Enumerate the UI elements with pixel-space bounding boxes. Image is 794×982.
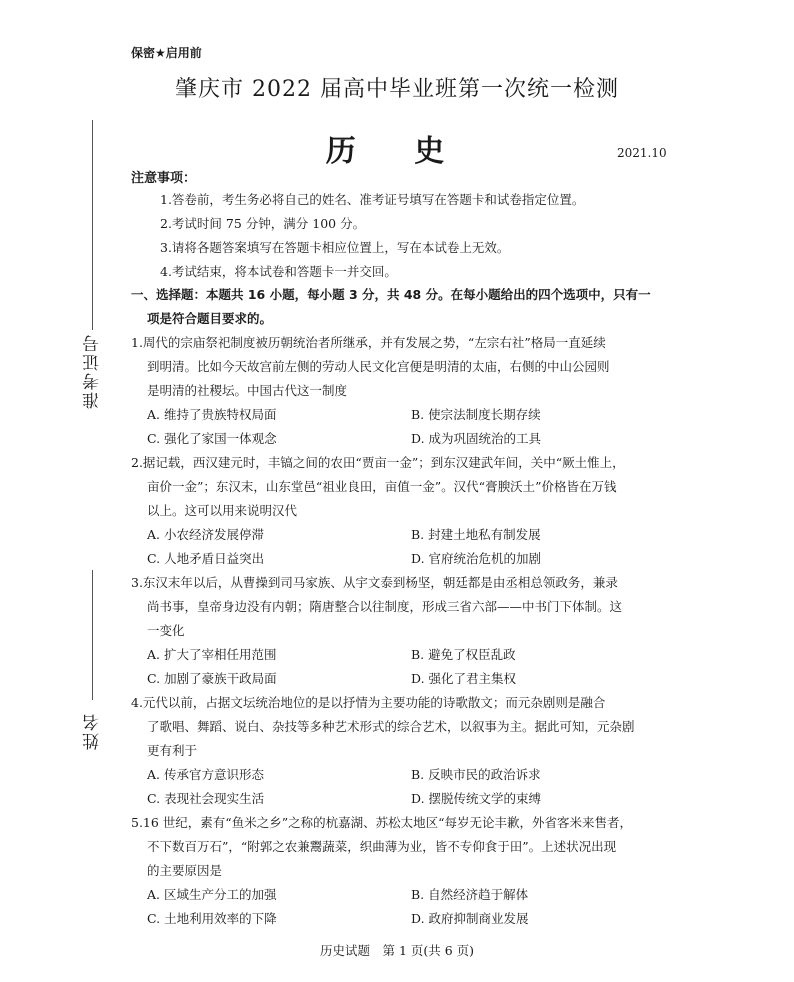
question-1-option-c: C. 强化了家国一体观念 — [147, 431, 277, 446]
question-2-line: 2.据记载，西汉建元时，丰镐之间的农田“贾亩一金”；到东汉建武年间，关中“厥土惟上， — [131, 455, 625, 470]
question-2-line: 亩价一金”；东汉末，山东堂邑“祖业良田，亩值一金”。汉代“膏腴沃土”价格皆在万钱 — [147, 479, 617, 494]
section-heading: 一、选择题：本题共 16 小题，每小题 3 分，共 48 分。在每小题给出的四个选项中，只有一 — [131, 287, 651, 302]
question-2-option-a: A. 小农经济发展停滞 — [147, 527, 264, 542]
confidential-mark: 保密★启用前 — [131, 46, 202, 60]
question-2-option-c: C. 人地矛盾日益突出 — [147, 551, 265, 566]
question-3-option-a: A. 扩大了宰相任用范围 — [147, 647, 277, 662]
page-footer: 历史试题 第 1 页(共 6 页) — [319, 943, 475, 958]
question-1-option-b: B. 使宗法制度长期存续 — [411, 407, 541, 422]
section-heading-cont: 项是符合题目要求的。 — [147, 311, 273, 326]
note-item: 4.考试结束，将本试卷和答题卡一并交回。 — [160, 264, 397, 279]
question-1-line: 1.周代的宗庙祭祀制度被历朝统治者所继承，并有发展之势，“左宗右社”格局一直延续 — [131, 335, 606, 350]
notes-heading: 注意事项： — [131, 171, 197, 186]
question-3-line: 一变化 — [147, 623, 185, 638]
question-4-option-d: D. 摆脱传统文学的束缚 — [411, 791, 542, 806]
question-4-option-a: A. 传承官方意识形态 — [147, 767, 264, 782]
question-3-option-b: B. 避免了权臣乱政 — [411, 647, 516, 662]
question-5-option-d: D. 政府抑制商业发展 — [411, 911, 529, 926]
question-1-option-a: A. 维持了贵族特权局面 — [147, 407, 277, 422]
question-5-option-a: A. 区域生产分工的加强 — [147, 887, 277, 902]
note-item: 2.考试时间 75 分钟，满分 100 分。 — [160, 216, 366, 231]
question-2-line: 以上。这可以用来说明汉代 — [147, 503, 298, 518]
question-4-line: 更有利于 — [147, 743, 198, 758]
question-3-option-c: C. 加剧了豪族干政局面 — [147, 671, 277, 686]
question-3-line: 尚书事，皇帝身边没有内朝；隋唐整合以往制度，形成三省六部——中书门下体制。这 — [147, 599, 623, 614]
note-item: 1.答卷前，考生务必将自己的姓名、准考证号填写在答题卡和试卷指定位置。 — [160, 192, 585, 207]
exam-id-label: 准考证号 — [83, 333, 103, 409]
note-item: 3.请将各题答案填写在答题卡相应位置上，写在本试卷上无效。 — [160, 240, 510, 255]
question-2-option-b: B. 封建土地私有制发展 — [411, 527, 541, 542]
question-4-line: 了歌唱、舞蹈、说白、杂技等多种艺术形式的综合艺术，以叙事为主。据此可知，元杂剧 — [147, 719, 635, 734]
question-1-line: 到明清。比如今天故宫前左侧的劳动人民文化宫便是明清的太庙，右侧的中山公园则 — [147, 359, 610, 374]
question-4-option-b: B. 反映市民的政治诉求 — [411, 767, 541, 782]
question-2-option-d: D. 官府统治危机的加剧 — [411, 551, 542, 566]
question-5-option-c: C. 土地利用效率的下降 — [147, 911, 277, 926]
question-3-option-d: D. 强化了君主集权 — [411, 671, 517, 686]
subject-title: 历 史 — [325, 134, 469, 169]
question-1-line: 是明清的社稷坛。中国古代这一制度 — [147, 383, 348, 398]
question-5-line: 5.16 世纪，素有“鱼米之乡”之称的杭嘉湖、苏松太地区“每岁无论丰歉，外省客米来售者， — [131, 815, 632, 830]
question-4-option-c: C. 表现社会现实生活 — [147, 791, 265, 806]
question-5-option-b: B. 自然经济趋于解体 — [411, 887, 529, 902]
question-1-option-d: D. 成为巩固统治的工具 — [411, 431, 542, 446]
name-line — [92, 570, 93, 700]
name-label: 姓名 — [83, 712, 103, 750]
question-4-line: 4.元代以前，占据文坛统治地位的是以抒情为主要功能的诗歌散文；而元杂剧则是融合 — [131, 695, 606, 710]
question-3-line: 3.东汉末年以后，从曹操到司马家族、从宇文泰到杨坚，朝廷都是由丞相总领政务，兼录 — [131, 575, 618, 590]
exam-title: 肇庆市 2022 届高中毕业班第一次统一检测 — [175, 77, 619, 102]
question-5-line: 不下数百万石”，“附郭之农兼鬻蔬菜，织曲薄为业，皆不专仰食于田”。上述状况出现 — [147, 839, 617, 854]
question-5-line: 的主要原因是 — [147, 863, 223, 878]
exam-date: 2021.10 — [617, 146, 667, 160]
